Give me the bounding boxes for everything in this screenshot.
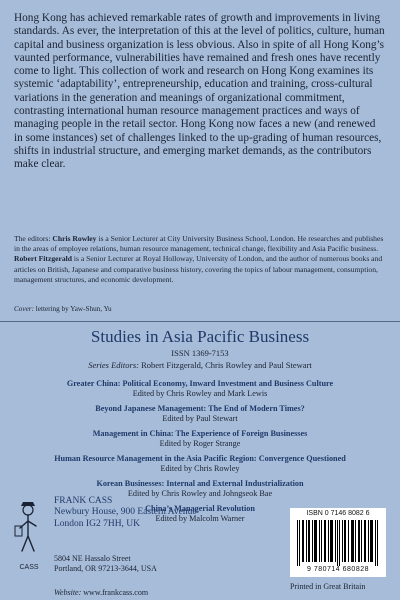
printed-in: Printed in Great Britain [290, 582, 366, 591]
publisher-logo-icon [14, 496, 44, 576]
publisher-address-line1: Newbury House, 900 Eastern Avenue [54, 507, 197, 518]
book-editors: Edited by Malcolm Warner [155, 514, 245, 523]
editors-bio [14, 234, 386, 285]
website-label: Website: [54, 588, 82, 597]
book-entry [0, 454, 400, 474]
book-editors: Edited by Paul Stewart [162, 414, 238, 423]
book-title: Management in China: The Experience of Foreign Businesses [92, 429, 308, 438]
cover-text: lettering by Yaw-Shun, Yu [33, 305, 112, 313]
editor-name-rowley: Chris Rowley [52, 234, 97, 243]
book-entry [0, 379, 400, 399]
section-divider [0, 321, 400, 322]
series-editors-names: Robert Fitzgerald, Chris Rowley and Paul Stewart [138, 360, 312, 370]
publisher-address-uk [54, 496, 274, 530]
book-editors: Edited by Roger Strange [159, 439, 241, 448]
editor-name-fitzgerald: Robert Fitzgerald [14, 254, 72, 264]
editor-bio-fitzgerald: is a Senior Lecturer at Royal Holloway, University of London, and the author of numerous books and articles on British, Japanese and comparative business history, covering the topics of labour management, consumption, management structures, and economic development. [14, 254, 383, 284]
cover-label: Cover: [14, 305, 34, 313]
barcode-number: 9 780714 680828 [307, 566, 369, 573]
editor-bio-rowley: is a Senior Lecturer at City University Business School, London. He researches and publishes in the areas of employee relations, human resource management, technical change, flexibility and Asia Pacific business. [14, 234, 384, 254]
book-entry [0, 404, 400, 424]
series-title: Studies in Asia Pacific Business [90, 327, 310, 346]
editors-intro: The editors: [14, 234, 53, 243]
publisher-us-line1: 5804 NE Hassalo Street [54, 554, 131, 563]
book-title: China’s Managerial Revolution [145, 504, 255, 513]
book-editors: Edited by Chris Rowley and Mark Lewis [132, 389, 268, 398]
book-title: Human Resource Management in the Asia Pacific Region: Convergence Questioned [54, 454, 346, 463]
publisher-website [54, 588, 274, 598]
book-editors: Edited by Chris Rowley and Johngseok Bae [127, 489, 273, 498]
isbn-text: ISBN 0 7146 8082 6 [306, 510, 370, 517]
back-cover-blurb [14, 12, 386, 172]
barcode-bars [297, 520, 379, 566]
blurb-text: Hong Kong has achieved remarkable rates of growth and improvements in living standards. As ever, the interpretation of this at the level of politics, culture, human capital and business organization is less obvious. Also in spite of all Hong Kong’s vaunted performance, vulnerabilities have remained and fresh ones have recently come to light. This collection of work and research on Hong Kong examines its systemic ‘adaptability’, entrepreneurship, education and training, cross-cultural variations in the generation and meanings of organizational commitment, contrasting international human resource management practices and ways of managing people in the retail sector. Hong Kong now faces a new (and renewed in some instances) set of challenges linked to the up-grading of human resources, shifts in industrial structure, and emerging market demands, as the contributors make clear. [14, 12, 385, 171]
cover-credit [14, 304, 386, 314]
series-editors-label: Series Editors: [88, 360, 139, 370]
book-title: Beyond Japanese Management: The End of Modern Times? [95, 404, 305, 413]
book-title: Korean Businesses: Internal and External Industrialization [96, 479, 304, 488]
publisher-us-line2: Portland, OR 97213-3644, USA [54, 564, 157, 573]
website-url: www.frankcass.com [81, 588, 149, 597]
publisher-address-us [54, 554, 274, 574]
book-editors: Edited by Chris Rowley [160, 464, 240, 473]
barcode [290, 508, 386, 577]
publisher-address-line2: London IG2 7HH, UK [54, 518, 141, 529]
book-entry [0, 429, 400, 449]
series-issn: ISSN 1369-7153 [171, 348, 229, 358]
series-editors [0, 360, 400, 371]
publisher-name: FRANK CASS [54, 496, 113, 506]
publisher-logo-text: CASS [19, 564, 39, 571]
book-title: Greater China: Political Economy, Inward Investment and Business Culture [66, 379, 334, 388]
